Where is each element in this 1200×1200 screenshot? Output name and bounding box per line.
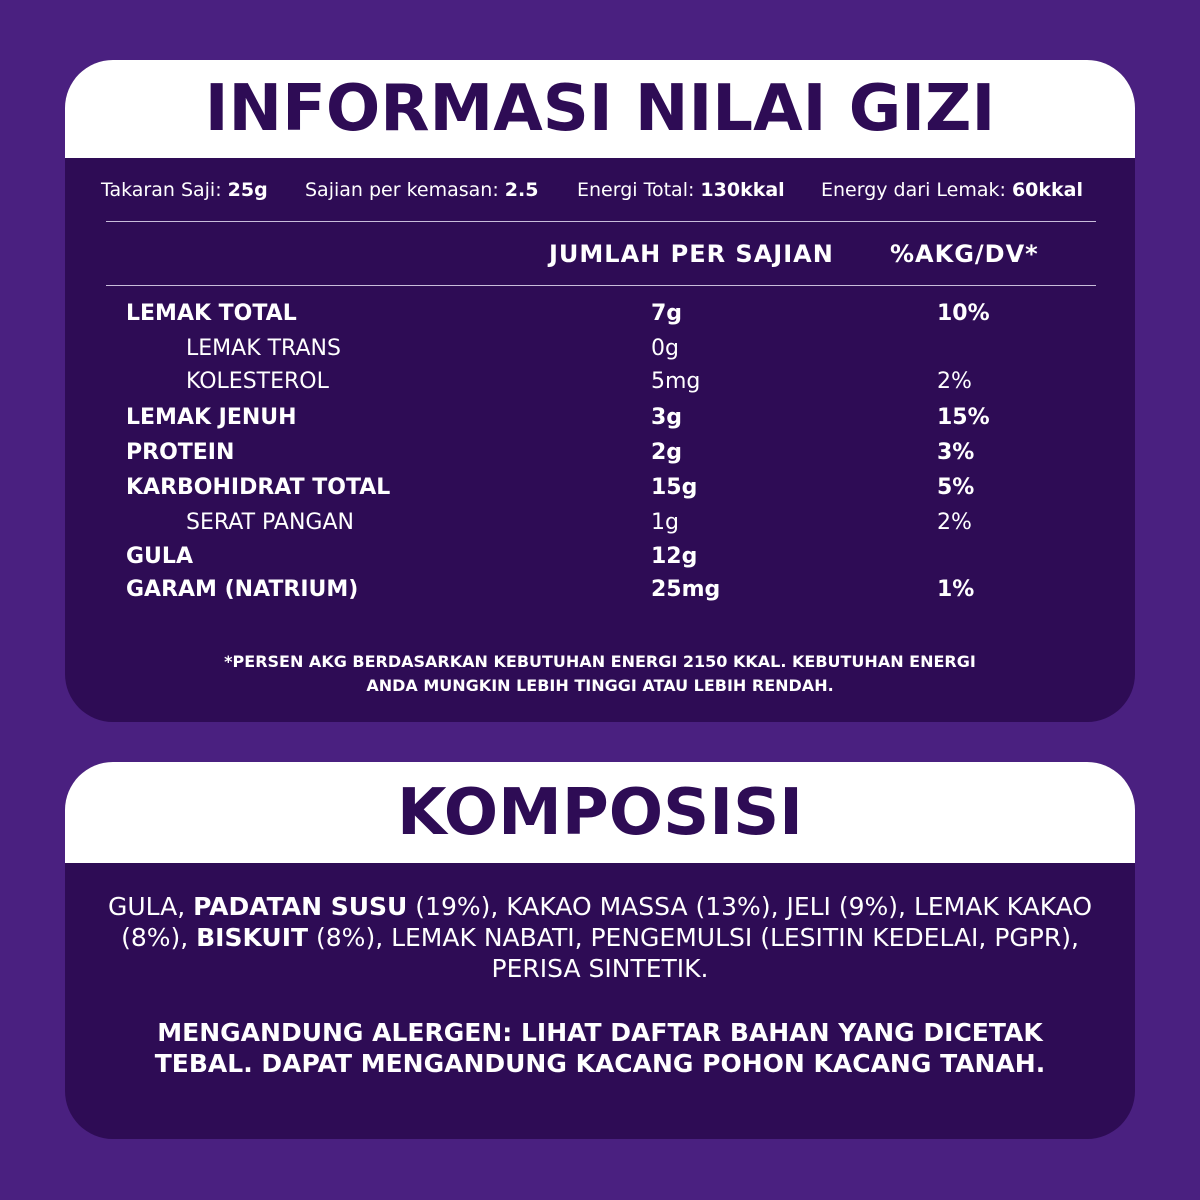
nutrient-row <box>65 369 1135 401</box>
nutrient-amount: 12g <box>651 544 698 569</box>
allergen-milk-solids: PADATAN SUSU <box>193 892 408 921</box>
nutrient-name: KARBOHIDRAT TOTAL <box>126 475 391 500</box>
divider-top <box>106 221 1096 222</box>
nutrient-name: GARAM (NATRIUM) <box>126 577 359 602</box>
akg-footnote: *PERSEN AKG BERDASARKAN KEBUTUHAN ENERGI 2150 KKAL. KEBUTUHAN ENERGI ANDA MUNGKIN LEBIH TINGGI ATAU LEBIH RENDAH. <box>224 652 976 695</box>
nutrient-dv: 15% <box>937 405 990 430</box>
nutrient-row <box>65 577 1135 609</box>
nutrient-dv: 5% <box>937 475 975 500</box>
allergen-warning: MENGANDUNG ALERGEN: LIHAT DAFTAR BAHAN YANG DICETAK TEBAL. DAPAT MENGANDUNG KACANG POHON KACANG TANAH. <box>154 1018 1046 1078</box>
composition-title: KOMPOSISI <box>65 762 1135 863</box>
composition-card <box>65 762 1135 1139</box>
nutrient-dv: 3% <box>937 440 975 465</box>
divider-header <box>106 285 1096 286</box>
nutrient-name: LEMAK JENUH <box>126 405 297 430</box>
nutrient-dv: 2% <box>937 510 972 535</box>
nutrient-row <box>65 544 1135 576</box>
allergen-biscuit: BISKUIT <box>196 923 309 952</box>
nutrient-row <box>65 440 1135 472</box>
nutrient-name: SERAT PANGAN <box>186 510 354 535</box>
column-header-dv: %AKG/DV* <box>890 240 1039 268</box>
fat-energy: Energy dari Lemak: 60kkal <box>821 179 1083 201</box>
nutrient-row <box>65 405 1135 437</box>
nutrient-name: KOLESTEROL <box>186 369 329 394</box>
nutrient-amount: 1g <box>651 510 679 535</box>
nutrient-amount: 5mg <box>651 369 701 394</box>
nutrient-dv: 10% <box>937 301 990 326</box>
nutrition-title: INFORMASI NILAI GIZI <box>65 60 1135 158</box>
serving-info-row <box>65 179 1135 205</box>
total-energy: Energi Total: 130kkal <box>577 179 785 201</box>
nutrient-dv: 2% <box>937 369 972 394</box>
nutrient-row <box>65 336 1135 368</box>
nutrient-amount: 25mg <box>651 577 721 602</box>
nutrient-name: PROTEIN <box>126 440 235 465</box>
nutrient-name: GULA <box>126 544 193 569</box>
nutrient-row <box>65 510 1135 542</box>
nutrient-amount: 15g <box>651 475 698 500</box>
servings-per-pack: Sajian per kemasan: 2.5 <box>305 179 539 201</box>
nutrient-row <box>65 475 1135 507</box>
nutrient-name: LEMAK TRANS <box>186 336 341 361</box>
serving-size: Takaran Saji: 25g <box>101 179 268 201</box>
nutrient-amount: 3g <box>651 405 683 430</box>
nutrient-row <box>65 301 1135 333</box>
nutrient-amount: 2g <box>651 440 683 465</box>
ingredients-text: GULA, PADATAN SUSU (19%), KAKAO MASSA (13%), JELI (9%), LEMAK KAKAO (8%), BISKUIT (8%), LEMAK NABATI, PENGEMULSI (LESITIN KEDELAI, PGPR), PERISA SINTETIK. <box>107 892 1093 983</box>
nutrient-dv: 1% <box>937 577 975 602</box>
nutrient-amount: 0g <box>651 336 679 361</box>
nutrient-amount: 7g <box>651 301 683 326</box>
nutrition-facts-card <box>65 60 1135 722</box>
column-header-amount: JUMLAH PER SAJIAN <box>549 240 834 268</box>
nutrient-name: LEMAK TOTAL <box>126 301 297 326</box>
